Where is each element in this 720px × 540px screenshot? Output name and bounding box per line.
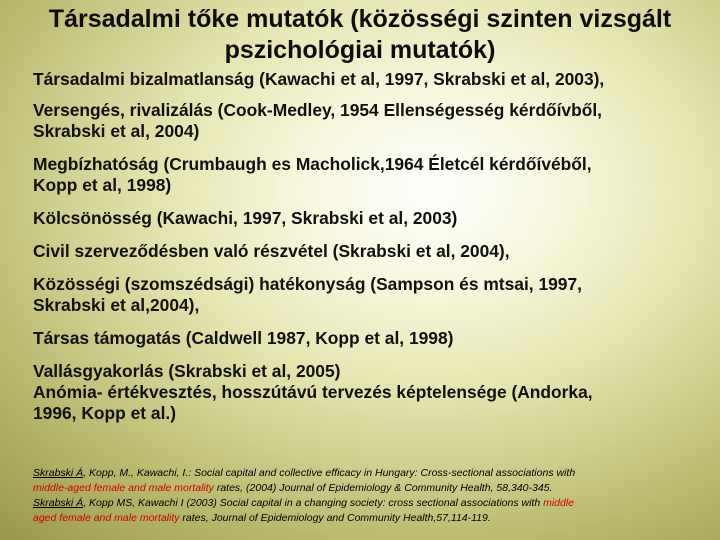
list-item-line: Anómia- értékvesztés, hosszútávú tervezés képtelensége (Andorka,: [33, 382, 593, 402]
list-item-line: Megbízhatóság (Crumbaugh es Macholick,1964 Életcél kérdőívéből,: [33, 154, 592, 174]
list-item: [33, 382, 708, 424]
list-item: [33, 361, 708, 382]
list-item: [33, 69, 708, 90]
indicator-list: [33, 69, 708, 424]
list-item-line: Kölcsönösség (Kawachi, 1997, Skrabski et al, 2003): [33, 208, 458, 228]
list-item: [33, 274, 708, 316]
reference-highlight: middle-aged female and male mortality: [33, 482, 214, 494]
reference-author: Skrabski Á: [33, 467, 84, 479]
list-item-line: Vallásgyakorlás (Skrabski et al, 2005): [33, 361, 341, 381]
reference-text: , Kopp MS, Kawachi I (2003) Social capital in a changing society: cross sectional associations with: [83, 497, 544, 509]
list-item: [33, 328, 708, 349]
reference-2-line-1: [33, 496, 713, 511]
list-item-line: Skrabski et al, 2004): [33, 121, 200, 141]
list-item-line: Versengés, rivalizálás (Cook-Medley, 1954 Ellenségesség kérdőívből,: [33, 100, 602, 120]
list-item-line: Társadalmi bizalmatlanság (Kawachi et al, 1997, Skrabski et al, 2003),: [33, 69, 605, 89]
reference-1-line-2: [33, 481, 713, 496]
slide-title-line-2: pszichológiai mutatók): [224, 36, 496, 64]
reference-highlight: middle: [543, 497, 575, 509]
list-item-line: 1996, Kopp et al.): [33, 403, 177, 423]
reference-text: rates, (2004) Journal of Epidemiology & Community Health, 58,340-345.: [213, 482, 553, 494]
slide-title: [0, 4, 720, 66]
list-item: [33, 208, 708, 229]
reference-2-line-2: [33, 511, 713, 526]
references: [33, 466, 713, 526]
slide-title-line-1: Társadalmi tőke mutatók (közösségi szinten vizsgált: [48, 5, 672, 33]
reference-author: Skrabski Á: [33, 497, 84, 509]
list-item-line: Kopp et al, 1998): [33, 175, 172, 195]
list-item: [33, 100, 708, 142]
reference-highlight: aged female and male mortality: [33, 512, 180, 524]
list-item: [33, 154, 708, 196]
reference-text: , Kopp, M., Kawachi, I.: Social capital and collective efficacy in Hungary: Cross-sectional associations with: [83, 467, 576, 479]
reference-text: rates, Journal of Epidemiology and Community Health,57,114-119.: [179, 512, 491, 524]
reference-1-line-1: [33, 466, 713, 481]
list-item-line: Társas támogatás (Caldwell 1987, Kopp et al, 1998): [33, 328, 454, 348]
list-item-line: Skrabski et al,2004),: [33, 295, 200, 315]
list-item-line: Közösségi (szomszédsági) hatékonyság (Sampson és mtsai, 1997,: [33, 274, 582, 294]
list-item: [33, 241, 708, 262]
list-item-line: Civil szerveződésben való részvétel (Skrabski et al, 2004),: [33, 241, 510, 261]
